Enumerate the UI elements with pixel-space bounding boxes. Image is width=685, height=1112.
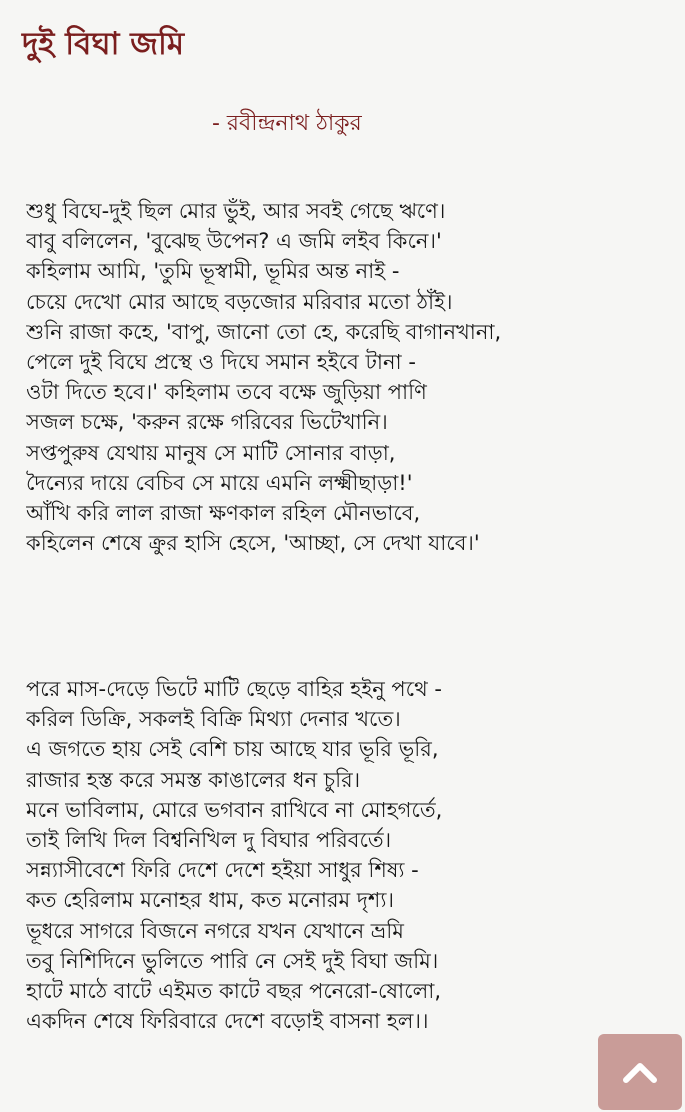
poem-line: শুনি রাজা কহে, 'বাপু, জানো তো হে, করেছি বাগানখানা, bbox=[26, 319, 502, 344]
poem-line: ভূধরে সাগরে বিজনে নগরে যখন যেখানে ভ্রমি bbox=[26, 918, 404, 943]
poem-line: চেয়ে দেখো মোর আছে বড়জোর মরিবার মতো ঠাঁই। bbox=[26, 289, 453, 314]
poem-line: সন্ন্যাসীবেশে ফিরি দেশে দেশে হইয়া সাধুর শিষ্য - bbox=[26, 858, 419, 883]
poem-line: করিল ডিক্রি, সকলই বিক্রি মিথ্যা দেনার খতে। bbox=[26, 707, 401, 732]
poem-line: তাই লিখি দিল বিশ্বনিখিল দু বিঘার পরিবর্তে। bbox=[26, 827, 392, 852]
poem-line: রাজার হস্ত করে সমস্ত কাঙালের ধন চুরি। bbox=[26, 767, 361, 792]
poem-line: পেলে দুই বিঘে প্রস্থে ও দিঘে সমান হইবে টানা - bbox=[26, 349, 416, 374]
poem-line: কহিলাম আমি, 'তুমি ভূস্বামী, ভূমির অন্ত নাই - bbox=[26, 259, 400, 284]
scroll-to-top-button[interactable] bbox=[598, 1034, 682, 1110]
poem-line: শুধু বিঘে-দুই ছিল মোর ভুঁই, আর সবই গেছে ঋণে। bbox=[26, 199, 446, 223]
poem-line: সজল চক্ষে, 'করুন রক্ষে গরিবের ভিটেখানি। bbox=[26, 410, 388, 435]
poem-line: কহিলেন শেষে ক্রুর হাসি হেসে, 'আচ্ছা, সে দেখা যাবে।' bbox=[26, 531, 480, 556]
poem-line: দৈন্যের দায়ে বেচিব সে মায়ে এমনি লক্ষ্মীছাড়া!' bbox=[26, 470, 413, 495]
poem-line: কত হেরিলাম মনোহর ধাম, কত মনোরম দৃশ্য। bbox=[26, 888, 394, 913]
poem-line: সপ্তপুরুষ যেথায় মানুষ সে মাটি সোনার বাড়া, bbox=[26, 440, 396, 465]
poem-line: এ জগতে হায় সেই বেশি চায় আছে যার ভূরি ভূরি, bbox=[26, 737, 439, 762]
poem-line: বাবু বলিলেন, 'বুঝেছ উপেন? এ জমি লইব কিনে।' bbox=[26, 229, 442, 254]
poem-author: - রবীন্দ্রনাথ ঠাকুর bbox=[212, 111, 362, 136]
poem-line: তবু নিশিদিনে ভুলিতে পারি নে সেই দুই বিঘা জমি। bbox=[26, 948, 439, 973]
poem-title: দুই বিঘা জমি bbox=[22, 26, 185, 62]
poem-line: পরে মাস-দেড়ে ভিটে মাটি ছেড়ে বাহির হইনু পথে - bbox=[26, 677, 442, 701]
chevron-up-icon bbox=[621, 1059, 659, 1085]
poem-line: হাটে মাঠে বাটে এইমত কাটে বছর পনেরো-ষোলো, bbox=[26, 978, 441, 1003]
poem-line: আঁখি করি লাল রাজা ক্ষণকাল রহিল মৌনভাবে, bbox=[26, 500, 421, 525]
stanza-1 bbox=[26, 196, 666, 558]
poem-line: একদিন শেষে ফিরিবারে দেশে বড়োই বাসনা হল।। bbox=[26, 1009, 429, 1034]
poem-line: মনে ভাবিলাম, মোরে ভগবান রাখিবে না মোহগর্তে, bbox=[26, 797, 443, 822]
stanza-2 bbox=[26, 674, 666, 1036]
poem-line: ওটা দিতে হবে।' কহিলাম তবে বক্ষে জুড়িয়া পাণি bbox=[26, 380, 427, 405]
